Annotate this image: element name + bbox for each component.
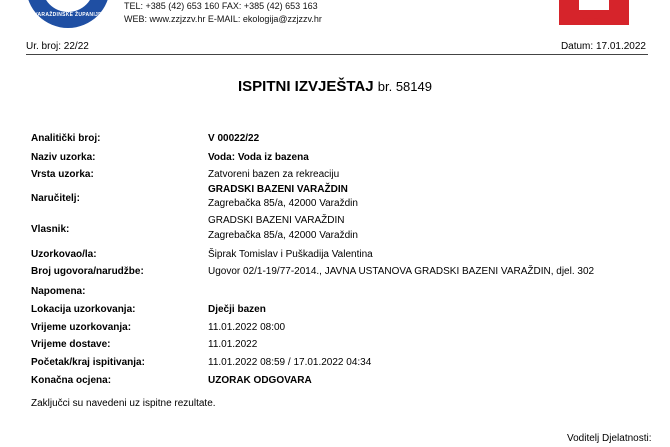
field-label: Vrsta uzorka: (31, 169, 94, 180)
field-value: Dječji bazen (208, 304, 266, 315)
field-value: GRADSKI BAZENI VARAŽDIN (208, 184, 348, 195)
header-divider (26, 54, 648, 55)
field-value: 11.01.2022 (208, 339, 258, 350)
field-label: Konačna ocjena: (31, 375, 112, 386)
web-line: WEB: www.zzjzzv.hr E-MAIL: ekologija@zzjzzv.hr (124, 13, 322, 24)
field-label: Uzorkovao/la: (31, 249, 97, 260)
report-title-main: ISPITNI IZVJEŠTAJ (238, 78, 374, 95)
signature-label: Voditelj Djelatnosti: (567, 433, 652, 444)
field-value: GRADSKI BAZENI VARAŽDIN (208, 215, 345, 226)
field-label: Naziv uzorka: (31, 152, 96, 163)
field-value: 11.01.2022 08:00 (208, 322, 286, 333)
report-number: br. 58149 (377, 79, 432, 94)
field-subvalue: Zagrebačka 85/a, 42000 Varaždin (208, 230, 358, 241)
phone-line: TEL: +385 (42) 653 160 FAX: +385 (42) 653 163 (124, 1, 318, 11)
field-value: V 00022/22 (208, 133, 260, 144)
conclusions-note: Zaključci su navedeni uz ispitne rezultate. (31, 398, 216, 409)
final-assessment: UZORAK ODGOVARA (208, 375, 312, 386)
contact-info (124, 0, 322, 25)
field-value: Ugovor 02/1-19/77-2014., JAVNA USTANOVA GRADSKI BAZENI VARAŽDIN, djel. 302 (208, 266, 595, 277)
field-value: Voda: Voda iz bazena (208, 152, 309, 163)
field-value: Šiprak Tomislav i Puškadija Valentina (208, 249, 373, 260)
field-subvalue: Zagrebačka 85/a, 42000 Varaždin (208, 198, 358, 209)
field-label: Napomena: (31, 286, 86, 297)
test-badge-label: TEST (583, 17, 604, 26)
field-label: Lokacija uzorkovanja: (31, 304, 136, 315)
field-label: Vrijeme dostave: (31, 339, 111, 350)
field-label: Vrijeme uzorkovanja: (31, 322, 132, 333)
report-title (0, 78, 670, 95)
field-value: Zatvoreni bazen za rekreaciju (208, 169, 340, 180)
logo-text: VARAŽDINSKE ŽUPANIJE (34, 12, 102, 18)
field-value: 11.01.2022 08:59 / 17.01.2022 04:34 (208, 357, 372, 368)
reference-number: Ur. broj: 22/22 (26, 41, 89, 52)
field-label: Analitički broj: (31, 133, 101, 144)
institute-logo (26, 0, 110, 28)
field-label: Vlasnik: (31, 224, 70, 235)
field-label: Početak/kraj ispitivanja: (31, 357, 145, 368)
field-label: Naručitelj: (31, 193, 80, 204)
field-label: Broj ugovora/narudžbe: (31, 266, 144, 277)
report-date: Datum: 17.01.2022 (560, 41, 646, 52)
